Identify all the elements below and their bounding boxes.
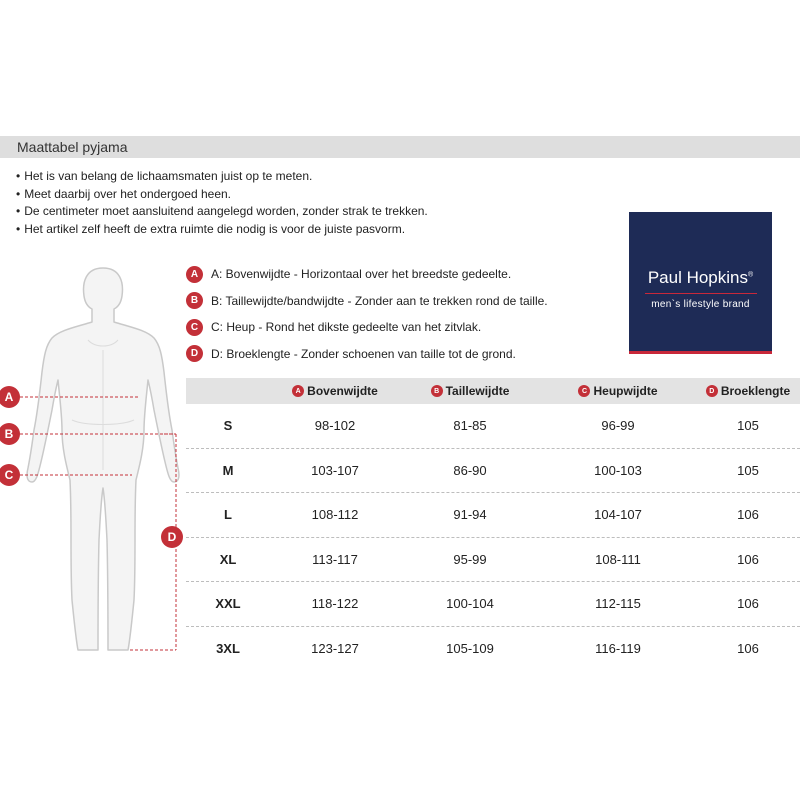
badge-icon: C xyxy=(578,385,590,397)
legend-item-a xyxy=(186,261,548,288)
size-label: M xyxy=(222,462,234,478)
instruction-item: • Meet daarbij over het ondergoed heen. xyxy=(16,186,428,204)
table-cell: 95-99 xyxy=(453,551,487,567)
legend-item-c xyxy=(186,314,548,341)
badge-icon: C xyxy=(186,319,203,336)
badge-icon: B xyxy=(186,292,203,309)
table-row xyxy=(186,538,800,583)
table-cell: 123-127 xyxy=(311,641,359,657)
table-cell: 113-117 xyxy=(312,551,358,567)
size-label: XL xyxy=(219,551,237,567)
brand-name: Paul Hopkins xyxy=(647,268,748,287)
legend-text: B: Taillewijdte/bandwijdte - Zonder aan te trekken rond de taille. xyxy=(211,293,548,308)
table-cell: 116-119 xyxy=(595,641,641,657)
badge-icon: B xyxy=(431,385,443,397)
table-header xyxy=(186,378,800,404)
size-table xyxy=(186,378,800,671)
table-row xyxy=(186,627,800,672)
title-bar xyxy=(0,136,800,158)
table-cell: 106 xyxy=(737,596,759,612)
legend-text: A: Bovenwijdte - Horizontaal over het breedste gedeelte. xyxy=(211,267,512,282)
table-cell: 106 xyxy=(737,507,759,523)
header-broeklengte: D Broeklengte xyxy=(696,384,800,398)
table-cell: 105 xyxy=(737,418,759,434)
size-label: L xyxy=(224,507,232,523)
badge-icon: D xyxy=(186,345,203,362)
measurement-legend xyxy=(186,261,548,367)
instruction-item: • Het artikel zelf heeft de extra ruimte die nodig is voor de juiste pasvorm. xyxy=(16,221,428,239)
table-row xyxy=(186,449,800,494)
marker-b: B xyxy=(0,423,20,445)
brand-bottom-stripe xyxy=(629,351,772,354)
table-cell: 105-109 xyxy=(446,641,494,657)
header-bovenwijdte: A Bovenwijdte xyxy=(270,384,400,398)
instructions-list xyxy=(16,168,428,238)
table-body xyxy=(186,404,800,671)
table-row xyxy=(186,493,800,538)
legend-text: D: Broeklengte - Zonder schoenen van taille tot de grond. xyxy=(211,346,516,361)
brand-logo xyxy=(629,212,772,354)
table-cell: 103-107 xyxy=(311,462,359,478)
table-cell: 106 xyxy=(737,641,759,657)
brand-rule xyxy=(645,293,757,294)
table-cell: 105 xyxy=(737,462,759,478)
body-figure-illustration xyxy=(0,262,200,662)
table-cell: 86-90 xyxy=(453,462,487,478)
table-cell: 108-112 xyxy=(311,507,359,523)
size-label: 3XL xyxy=(216,641,240,657)
table-cell: 98-102 xyxy=(314,418,356,434)
size-label: S xyxy=(223,418,233,434)
table-cell: 112-115 xyxy=(595,596,641,612)
size-label: XXL xyxy=(215,596,241,612)
marker-c: C xyxy=(0,464,20,486)
instruction-item: • De centimeter moet aansluitend aangelegd worden, zonder strak te trekken. xyxy=(16,203,428,221)
table-cell: 104-107 xyxy=(594,507,642,523)
table-cell: 100-103 xyxy=(594,462,642,478)
table-cell: 96-99 xyxy=(601,418,635,434)
marker-a: A xyxy=(0,386,20,408)
table-row xyxy=(186,404,800,449)
legend-item-b xyxy=(186,288,548,315)
legend-item-d xyxy=(186,341,548,368)
badge-icon: A xyxy=(292,385,304,397)
instruction-item: • Het is van belang de lichaamsmaten juist op te meten. xyxy=(16,168,428,186)
brand-tagline: men`s lifestyle brand xyxy=(651,299,750,310)
badge-icon: D xyxy=(706,385,718,397)
table-cell: 118-122 xyxy=(311,596,359,612)
table-cell: 81-85 xyxy=(453,418,487,434)
marker-d: D xyxy=(161,526,183,548)
header-heupwijdte: C Heupwijdte xyxy=(540,384,696,398)
table-cell: 91-94 xyxy=(453,507,487,523)
table-row xyxy=(186,582,800,627)
table-cell: 106 xyxy=(737,551,759,567)
legend-text: C: Heup - Rond het dikste gedeelte van het zitvlak. xyxy=(211,320,482,335)
header-taillewijdte: B Taillewijdte xyxy=(400,384,540,398)
page-title: Maattabel pyjama xyxy=(17,139,128,155)
table-cell: 100-104 xyxy=(446,596,494,612)
badge-icon: A xyxy=(186,266,203,283)
trademark: ® xyxy=(748,271,754,279)
table-cell: 108-111 xyxy=(595,551,641,567)
